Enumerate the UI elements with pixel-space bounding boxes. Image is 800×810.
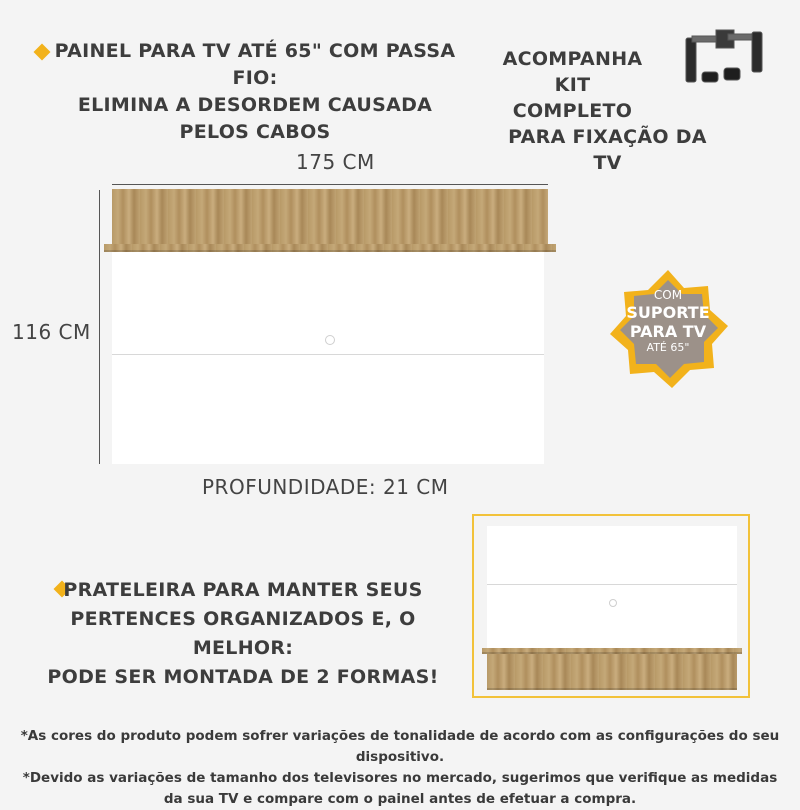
panel-top-wood <box>112 189 548 247</box>
alt-panel-bottom-wood <box>487 654 737 690</box>
bullet-diamond-icon <box>34 44 51 61</box>
footnote-line: *As cores do produto podem sofrer variações de tonalidade de acordo com as configurações do seu dispositivo. <box>20 728 780 765</box>
height-label: 116 CM <box>12 320 91 344</box>
alt-panel-white-body <box>487 526 737 650</box>
alt-mount-frame <box>472 514 750 698</box>
bottom-feature-line: PRATELEIRA PARA MANTER SEUS <box>63 579 423 601</box>
badge-line3: PARA TV <box>629 322 707 341</box>
height-dimension-line <box>99 190 100 464</box>
bottom-feature-line: PODE SER MONTADA DE 2 FORMAS! <box>47 666 439 688</box>
footnote-line: da sua TV e compare com o painel antes de efetuar a compra. <box>163 791 637 807</box>
top-feature-line: ELIMINA A DESORDEM CAUSADA <box>77 94 433 116</box>
badge-line1: COM <box>653 288 683 302</box>
bottom-feature-line: PERTENCES ORGANIZADOS E, O MELHOR: <box>70 608 416 659</box>
kit-line: PARA FIXAÇÃO DA TV <box>508 126 707 174</box>
panel-shelf <box>104 244 556 252</box>
kit-line: KIT COMPLETO <box>512 74 633 122</box>
badge-line4: ATÉ 65" <box>646 341 690 354</box>
alt-cable-hole <box>609 599 617 607</box>
kit-line: ACOMPANHA <box>502 48 643 70</box>
badge-line2: SUPORTE <box>626 303 710 322</box>
footnote-line: *Devido as variações de tamanho dos televisores no mercado, sugerimos que verifique as medidas <box>22 770 778 786</box>
depth-label: PROFUNDIDADE: 21 CM <box>202 475 449 499</box>
cable-hole <box>325 335 335 345</box>
top-feature-text <box>50 38 460 146</box>
mounting-bracket-kit-icon <box>680 24 770 94</box>
top-feature-line: PELOS CABOS <box>179 121 331 143</box>
width-dimension-line <box>112 184 548 185</box>
alt-panel-seam <box>487 584 737 585</box>
bottom-feature-text <box>38 576 448 692</box>
panel-seam <box>112 354 544 355</box>
badge-text <box>610 288 726 355</box>
footnotes <box>0 726 800 810</box>
width-label: 175 CM <box>296 150 375 174</box>
top-feature-line: PAINEL PARA TV ATÉ 65" COM PASSA FIO: <box>54 40 456 89</box>
panel-white-body <box>112 252 544 464</box>
